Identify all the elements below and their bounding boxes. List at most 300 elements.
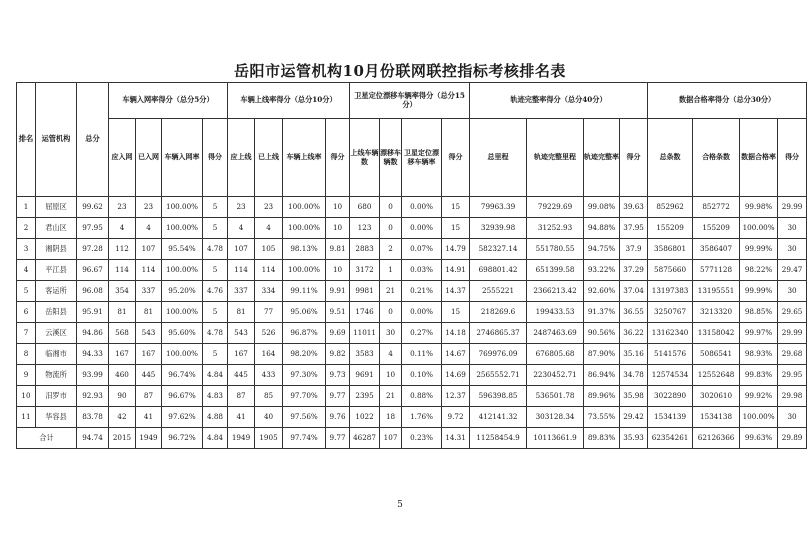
data-cell: 2487463.69 xyxy=(527,323,584,344)
table-row xyxy=(17,239,807,260)
data-cell: 100.00% xyxy=(740,407,778,428)
total-cell: 29.89 xyxy=(778,428,807,449)
data-cell: 0.88% xyxy=(402,386,442,407)
data-cell: 92.60% xyxy=(584,281,620,302)
data-cell: 9.72 xyxy=(442,407,470,428)
data-cell: 155209 xyxy=(648,218,693,239)
data-cell: 37.95 xyxy=(620,218,648,239)
data-cell: 2746865.37 xyxy=(470,323,527,344)
data-cell: 536501.78 xyxy=(527,386,584,407)
total-cell: 1949 xyxy=(228,428,255,449)
data-cell: 15 xyxy=(442,218,470,239)
data-cell: 29.47 xyxy=(778,260,807,281)
total-cell: 107 xyxy=(380,428,402,449)
data-cell: 87 xyxy=(228,386,255,407)
data-cell: 4.84 xyxy=(203,365,228,386)
data-cell: 23 xyxy=(255,197,283,218)
subheader: 总条数 xyxy=(648,119,693,197)
data-cell: 98.85% xyxy=(740,302,778,323)
data-cell: 4.78 xyxy=(203,239,228,260)
table-row xyxy=(17,386,807,407)
data-cell: 303128.34 xyxy=(527,407,584,428)
header-unit: 运管机构 xyxy=(36,83,77,197)
data-cell: 9.51 xyxy=(326,302,350,323)
data-cell: 4 xyxy=(109,218,136,239)
data-cell: 14.79 xyxy=(442,239,470,260)
data-cell: 543 xyxy=(136,323,162,344)
data-cell: 114 xyxy=(255,260,283,281)
data-cell: 30 xyxy=(380,323,402,344)
subheader: 卫星定位漂移车辆率 xyxy=(402,119,442,197)
unit-cell: 汨罗市 xyxy=(36,386,77,407)
page-title: 岳阳市运管机构10月份联网联控指标考核排名表 xyxy=(234,62,566,80)
total-cell: 2015 xyxy=(109,428,136,449)
table-row xyxy=(17,302,807,323)
data-cell: 87.90% xyxy=(584,344,620,365)
page-number: 5 xyxy=(397,500,403,510)
data-cell: 100.00% xyxy=(283,218,326,239)
data-cell: 99.99% xyxy=(740,281,778,302)
data-cell: 9.69 xyxy=(326,323,350,344)
data-cell: 18 xyxy=(380,407,402,428)
data-cell: 2565552.71 xyxy=(470,365,527,386)
data-cell: 42 xyxy=(109,407,136,428)
unit-cell: 湘阴县 xyxy=(36,239,77,260)
data-cell: 167 xyxy=(109,344,136,365)
data-cell: 41 xyxy=(228,407,255,428)
data-cell: 99.11% xyxy=(283,281,326,302)
rank-cell: 9 xyxy=(17,365,36,386)
data-cell: 37.29 xyxy=(620,260,648,281)
total-cell: 62354261 xyxy=(648,428,693,449)
data-cell: 92.93 xyxy=(77,386,109,407)
subheader: 车辆入网率 xyxy=(162,119,203,197)
data-cell: 3213320 xyxy=(693,302,740,323)
data-cell: 12574534 xyxy=(648,365,693,386)
data-cell: 1746 xyxy=(350,302,380,323)
data-cell: 97.70% xyxy=(283,386,326,407)
data-cell: 0.27% xyxy=(402,323,442,344)
total-label: 合计 xyxy=(17,428,77,449)
data-cell: 0 xyxy=(380,302,402,323)
total-cell: 96.72% xyxy=(162,428,203,449)
data-cell: 21 xyxy=(380,386,402,407)
data-cell: 14.67 xyxy=(442,344,470,365)
subheader: 合格条数 xyxy=(693,119,740,197)
data-cell: 0.11% xyxy=(402,344,442,365)
total-cell: 4.84 xyxy=(203,428,228,449)
subheader: 应入网 xyxy=(109,119,136,197)
subheader: 应上线 xyxy=(228,119,255,197)
rank-cell: 3 xyxy=(17,239,36,260)
total-cell: 10113661.9 xyxy=(527,428,584,449)
subheader: 得分 xyxy=(778,119,807,197)
data-cell: 95.91 xyxy=(77,302,109,323)
unit-cell: 君山区 xyxy=(36,218,77,239)
data-cell: 9.77 xyxy=(326,386,350,407)
data-cell: 30 xyxy=(778,407,807,428)
table-row xyxy=(17,218,807,239)
data-cell: 77 xyxy=(255,302,283,323)
total-cell: 62126366 xyxy=(693,428,740,449)
data-cell: 112 xyxy=(109,239,136,260)
data-cell: 83.78 xyxy=(77,407,109,428)
data-cell: 9981 xyxy=(350,281,380,302)
table-row xyxy=(17,260,807,281)
data-cell: 5 xyxy=(203,344,228,365)
data-cell: 81 xyxy=(109,302,136,323)
data-cell: 337 xyxy=(136,281,162,302)
data-cell: 29.98 xyxy=(778,386,807,407)
data-cell: 14.18 xyxy=(442,323,470,344)
header-group-drift: 卫星定位漂移车辆率得分（总分15分） xyxy=(350,83,470,119)
unit-cell: 云溪区 xyxy=(36,323,77,344)
data-cell: 2555221 xyxy=(470,281,527,302)
subheader: 数据合格率 xyxy=(740,119,778,197)
data-cell: 97.62% xyxy=(162,407,203,428)
data-cell: 9.73 xyxy=(326,365,350,386)
subheader: 得分 xyxy=(203,119,228,197)
data-cell: 769976.09 xyxy=(470,344,527,365)
data-cell: 95.54% xyxy=(162,239,203,260)
data-cell: 680 xyxy=(350,197,380,218)
data-cell: 29.42 xyxy=(620,407,648,428)
subheader: 车辆上线率 xyxy=(283,119,326,197)
data-cell: 79963.39 xyxy=(470,197,527,218)
data-cell: 97.30% xyxy=(283,365,326,386)
data-cell: 23 xyxy=(109,197,136,218)
data-cell: 0.00% xyxy=(402,197,442,218)
total-row xyxy=(17,428,807,449)
data-cell: 73.55% xyxy=(584,407,620,428)
data-cell: 98.22% xyxy=(740,260,778,281)
rank-cell: 7 xyxy=(17,323,36,344)
data-cell: 98.13% xyxy=(283,239,326,260)
data-cell: 99.98% xyxy=(740,197,778,218)
data-cell: 15 xyxy=(442,302,470,323)
data-cell: 651399.58 xyxy=(527,260,584,281)
unit-cell: 岳阳县 xyxy=(36,302,77,323)
unit-cell: 临湘市 xyxy=(36,344,77,365)
total-cell: 11258454.9 xyxy=(470,428,527,449)
data-cell: 1.76% xyxy=(402,407,442,428)
data-cell: 5771128 xyxy=(693,260,740,281)
data-cell: 5086541 xyxy=(693,344,740,365)
data-cell: 3586801 xyxy=(648,239,693,260)
total-cell: 35.93 xyxy=(620,428,648,449)
rank-cell: 6 xyxy=(17,302,36,323)
data-cell: 79229.69 xyxy=(527,197,584,218)
table-row xyxy=(17,281,807,302)
data-cell: 543 xyxy=(228,323,255,344)
header-group-track: 轨迹完整率得分（总分40分） xyxy=(470,83,648,119)
header-rank: 排名 xyxy=(17,83,36,197)
data-cell: 1 xyxy=(380,260,402,281)
data-cell: 100.00% xyxy=(283,197,326,218)
data-cell: 41 xyxy=(136,407,162,428)
table-body xyxy=(17,197,807,428)
data-cell: 12.37 xyxy=(442,386,470,407)
data-cell: 1534139 xyxy=(648,407,693,428)
data-cell: 96.67% xyxy=(162,386,203,407)
data-cell: 568 xyxy=(109,323,136,344)
subheader: 得分 xyxy=(442,119,470,197)
data-cell: 0 xyxy=(380,218,402,239)
data-cell: 0 xyxy=(380,197,402,218)
ranking-table xyxy=(16,82,807,449)
subheader: 总里程 xyxy=(470,119,527,197)
data-cell: 596398.85 xyxy=(470,386,527,407)
unit-cell: 物流所 xyxy=(36,365,77,386)
data-cell: 0.07% xyxy=(402,239,442,260)
header-group-online: 车辆上线率得分（总分10分） xyxy=(228,83,350,119)
total-cell: 46287 xyxy=(350,428,380,449)
data-cell: 23 xyxy=(228,197,255,218)
data-cell: 0.00% xyxy=(402,218,442,239)
data-cell: 2366213.42 xyxy=(527,281,584,302)
data-cell: 582327.14 xyxy=(470,239,527,260)
total-cell: 89.83% xyxy=(584,428,620,449)
data-cell: 107 xyxy=(228,239,255,260)
data-cell: 4 xyxy=(255,218,283,239)
data-cell: 0.21% xyxy=(402,281,442,302)
data-cell: 96.87% xyxy=(283,323,326,344)
data-cell: 94.75% xyxy=(584,239,620,260)
data-cell: 29.68 xyxy=(778,344,807,365)
data-cell: 698801.42 xyxy=(470,260,527,281)
data-cell: 14.37 xyxy=(442,281,470,302)
data-cell: 2230452.71 xyxy=(527,365,584,386)
data-cell: 10 xyxy=(380,365,402,386)
unit-cell: 平江县 xyxy=(36,260,77,281)
data-cell: 3020610 xyxy=(693,386,740,407)
data-cell: 99.99% xyxy=(740,239,778,260)
rank-cell: 1 xyxy=(17,197,36,218)
data-cell: 9.81 xyxy=(326,239,350,260)
data-cell: 96.08 xyxy=(77,281,109,302)
unit-cell: 华容县 xyxy=(36,407,77,428)
data-cell: 100.00% xyxy=(162,344,203,365)
data-cell: 81 xyxy=(228,302,255,323)
data-cell: 218269.6 xyxy=(470,302,527,323)
data-cell: 100.00% xyxy=(162,302,203,323)
data-cell: 114 xyxy=(136,260,162,281)
subheader: 得分 xyxy=(620,119,648,197)
data-cell: 3586407 xyxy=(693,239,740,260)
data-cell: 13195551 xyxy=(693,281,740,302)
data-cell: 40 xyxy=(255,407,283,428)
data-cell: 3250767 xyxy=(648,302,693,323)
data-cell: 114 xyxy=(228,260,255,281)
data-cell: 29.99 xyxy=(778,197,807,218)
rank-cell: 10 xyxy=(17,386,36,407)
data-cell: 37.04 xyxy=(620,281,648,302)
total-cell: 0.23% xyxy=(402,428,442,449)
header-group-data: 数据合格率得分（总分30分） xyxy=(648,83,807,119)
data-cell: 100.00% xyxy=(283,260,326,281)
data-cell: 445 xyxy=(228,365,255,386)
total-cell: 1905 xyxy=(255,428,283,449)
data-cell: 123 xyxy=(350,218,380,239)
data-cell: 526 xyxy=(255,323,283,344)
data-cell: 9691 xyxy=(350,365,380,386)
data-cell: 100.00% xyxy=(162,260,203,281)
data-cell: 10 xyxy=(326,218,350,239)
data-cell: 14.91 xyxy=(442,260,470,281)
data-cell: 13162340 xyxy=(648,323,693,344)
data-cell: 99.92% xyxy=(740,386,778,407)
data-cell: 114 xyxy=(109,260,136,281)
table-row xyxy=(17,197,807,218)
data-cell: 9.82 xyxy=(326,344,350,365)
unit-cell: 屈原区 xyxy=(36,197,77,218)
data-cell: 37.9 xyxy=(620,239,648,260)
data-cell: 32939.98 xyxy=(470,218,527,239)
data-cell: 551780.55 xyxy=(527,239,584,260)
data-cell: 4.78 xyxy=(203,323,228,344)
data-cell: 13197383 xyxy=(648,281,693,302)
rank-cell: 4 xyxy=(17,260,36,281)
data-cell: 199433.53 xyxy=(527,302,584,323)
data-cell: 93.22% xyxy=(584,260,620,281)
data-cell: 98.20% xyxy=(283,344,326,365)
data-cell: 96.67 xyxy=(77,260,109,281)
data-cell: 4 xyxy=(380,344,402,365)
data-cell: 10 xyxy=(326,197,350,218)
data-cell: 4.76 xyxy=(203,281,228,302)
data-cell: 87 xyxy=(136,386,162,407)
data-cell: 85 xyxy=(255,386,283,407)
rank-cell: 8 xyxy=(17,344,36,365)
data-cell: 90.56% xyxy=(584,323,620,344)
data-cell: 1534138 xyxy=(693,407,740,428)
rank-cell: 11 xyxy=(17,407,36,428)
data-cell: 100.00% xyxy=(162,218,203,239)
data-cell: 96.74% xyxy=(162,365,203,386)
data-cell: 5 xyxy=(203,197,228,218)
data-cell: 99.83% xyxy=(740,365,778,386)
subheader: 漂移车辆数 xyxy=(380,119,402,197)
data-cell: 167 xyxy=(136,344,162,365)
data-cell: 0.00% xyxy=(402,302,442,323)
data-cell: 99.62 xyxy=(77,197,109,218)
data-cell: 81 xyxy=(136,302,162,323)
data-cell: 1022 xyxy=(350,407,380,428)
data-cell: 2395 xyxy=(350,386,380,407)
data-cell: 36.55 xyxy=(620,302,648,323)
data-cell: 39.63 xyxy=(620,197,648,218)
total-cell: 94.74 xyxy=(77,428,109,449)
data-cell: 4.83 xyxy=(203,386,228,407)
data-cell: 30 xyxy=(778,218,807,239)
data-cell: 0.03% xyxy=(402,260,442,281)
data-cell: 29.65 xyxy=(778,302,807,323)
data-cell: 2 xyxy=(380,239,402,260)
header-total: 总分 xyxy=(77,83,109,197)
data-cell: 4 xyxy=(228,218,255,239)
data-cell: 164 xyxy=(255,344,283,365)
table-row xyxy=(17,407,807,428)
data-cell: 91.37% xyxy=(584,302,620,323)
total-cell: 14.31 xyxy=(442,428,470,449)
data-cell: 4 xyxy=(136,218,162,239)
data-cell: 433 xyxy=(255,365,283,386)
data-cell: 5 xyxy=(203,218,228,239)
data-cell: 105 xyxy=(255,239,283,260)
data-cell: 94.86 xyxy=(77,323,109,344)
data-cell: 852962 xyxy=(648,197,693,218)
data-cell: 0.10% xyxy=(402,365,442,386)
data-cell: 97.56% xyxy=(283,407,326,428)
data-cell: 30 xyxy=(778,281,807,302)
data-cell: 100.00% xyxy=(162,197,203,218)
data-cell: 4.88 xyxy=(203,407,228,428)
data-cell: 334 xyxy=(255,281,283,302)
header-group-access: 车辆入网率得分（总分5分） xyxy=(109,83,228,119)
total-cell: 97.74% xyxy=(283,428,326,449)
data-cell: 2883 xyxy=(350,239,380,260)
data-cell: 460 xyxy=(109,365,136,386)
data-cell: 93.99 xyxy=(77,365,109,386)
data-cell: 100.00% xyxy=(740,218,778,239)
data-cell: 676805.68 xyxy=(527,344,584,365)
data-cell: 167 xyxy=(228,344,255,365)
data-cell: 14.69 xyxy=(442,365,470,386)
data-cell: 86.94% xyxy=(584,365,620,386)
subheader: 已入网 xyxy=(136,119,162,197)
data-cell: 21 xyxy=(380,281,402,302)
data-cell: 3172 xyxy=(350,260,380,281)
data-cell: 354 xyxy=(109,281,136,302)
rank-cell: 5 xyxy=(17,281,36,302)
data-cell: 12552648 xyxy=(693,365,740,386)
data-cell: 5875660 xyxy=(648,260,693,281)
data-cell: 90 xyxy=(109,386,136,407)
data-cell: 94.88% xyxy=(584,218,620,239)
data-cell: 34.78 xyxy=(620,365,648,386)
data-cell: 35.16 xyxy=(620,344,648,365)
total-cell: 99.63% xyxy=(740,428,778,449)
data-cell: 99.08% xyxy=(584,197,620,218)
data-cell: 35.98 xyxy=(620,386,648,407)
data-cell: 155209 xyxy=(693,218,740,239)
unit-cell: 客运所 xyxy=(36,281,77,302)
data-cell: 30 xyxy=(778,239,807,260)
data-cell: 94.33 xyxy=(77,344,109,365)
data-cell: 97.28 xyxy=(77,239,109,260)
subheader: 轨迹完整里程 xyxy=(527,119,584,197)
data-cell: 3583 xyxy=(350,344,380,365)
data-cell: 29.95 xyxy=(778,365,807,386)
data-cell: 3022890 xyxy=(648,386,693,407)
data-cell: 31252.93 xyxy=(527,218,584,239)
data-cell: 852772 xyxy=(693,197,740,218)
data-cell: 11011 xyxy=(350,323,380,344)
data-cell: 23 xyxy=(136,197,162,218)
data-cell: 9.76 xyxy=(326,407,350,428)
table-row xyxy=(17,365,807,386)
data-cell: 36.22 xyxy=(620,323,648,344)
total-cell: 9.77 xyxy=(326,428,350,449)
total-cell: 1949 xyxy=(136,428,162,449)
data-cell: 9.91 xyxy=(326,281,350,302)
data-cell: 95.06% xyxy=(283,302,326,323)
subheader: 轨迹完整率 xyxy=(584,119,620,197)
data-cell: 89.96% xyxy=(584,386,620,407)
data-cell: 29.99 xyxy=(778,323,807,344)
data-cell: 10 xyxy=(326,260,350,281)
rank-cell: 2 xyxy=(17,218,36,239)
